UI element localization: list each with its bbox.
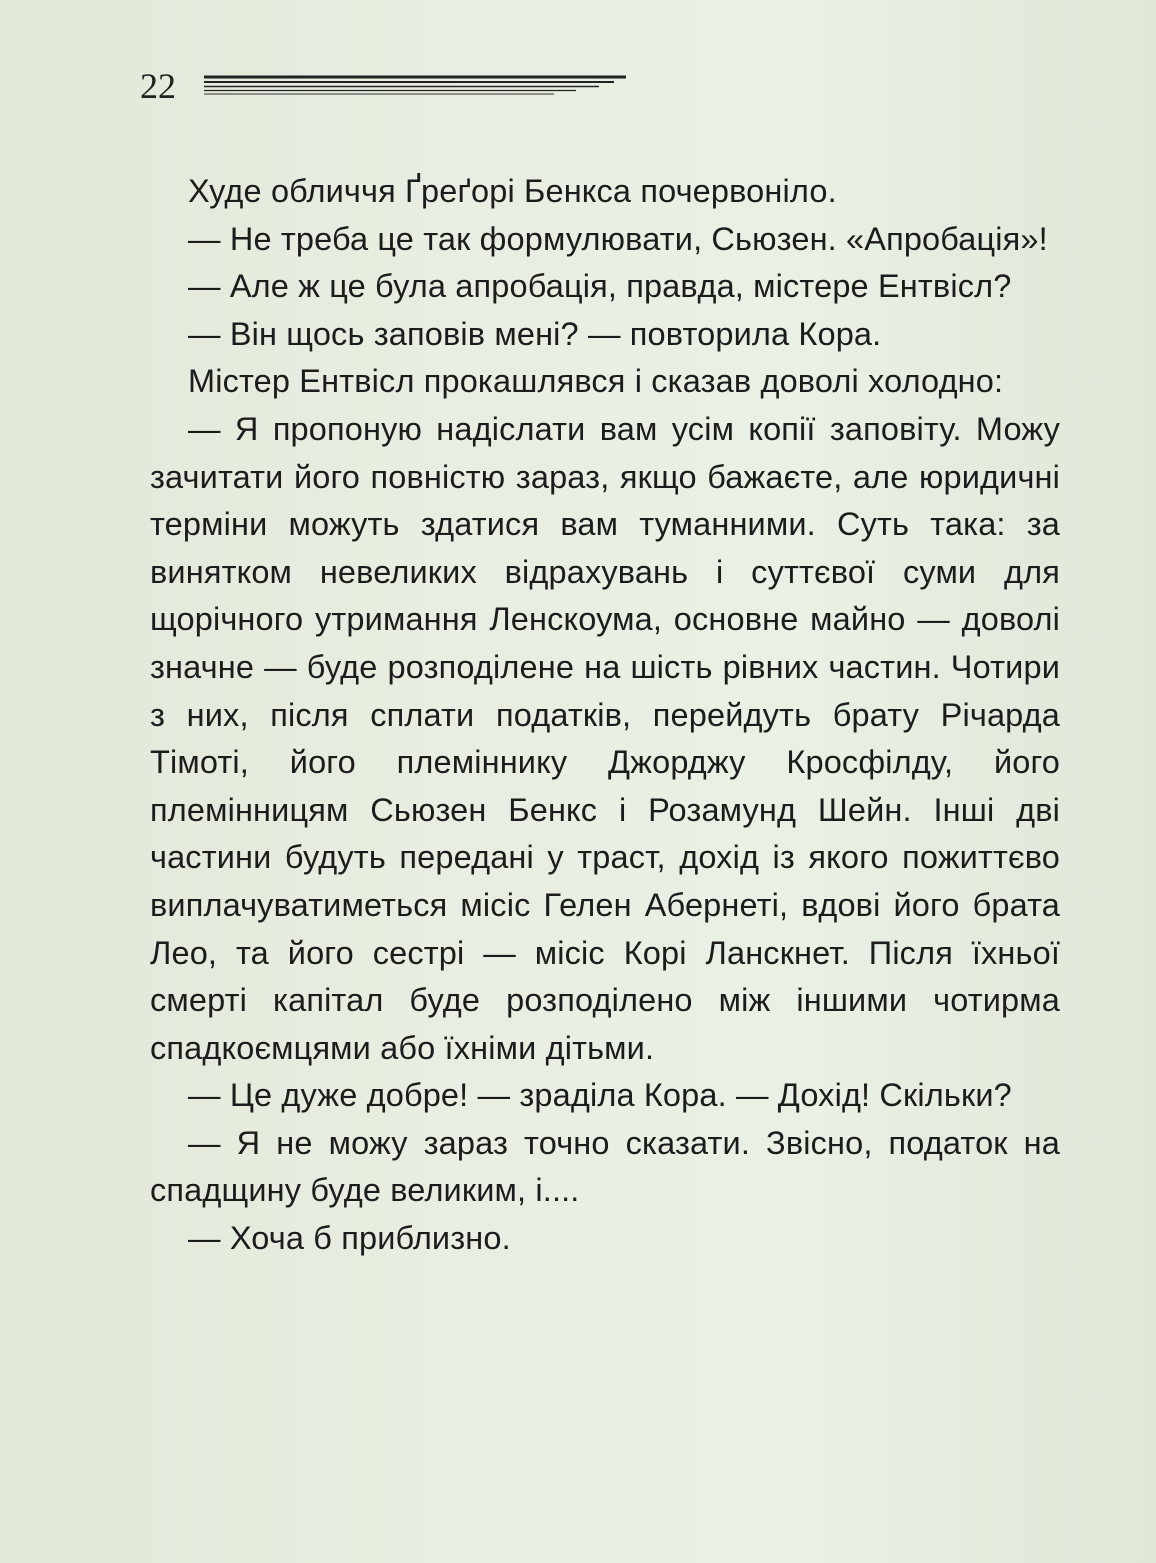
paragraph-8: — Я не можу зараз точно сказати. Звісно, податок на спадщину буде великим, і.... [150,1124,1060,1209]
paragraph-3: — Але ж це була апробація, правда, містере Ентвісл? [188,268,1012,305]
paragraph-9: — Хоча б приблизно. [188,1220,511,1257]
paragraph-6: — Я пропоную надіслати вам усім копії заповіту. Можу зачитати його повністю зараз, якщо бажаєте, але юридичні терміни можуть здатися вам туманними. Суть така: за винятком невеликих відрахувань і суттєвої суми для щорічного утримання Ленскоума, основне майно — доволі значне — буде розподілене на шість рівних частин. Чотири з них, після сплати податків, перейдуть брату Річарда Тімоті, його племіннику Джорджу Кросфілду, його племінницям Сьюзен Бенкс і Розамунд Шейн. Інші дві частини будуть передані у траст, дохід із якого пожиттєво виплачуватиметься місіс Гелен Абернеті, вдові його брата Лео, та його сестрі — місіс Корі Ланскнет. Після їхньої смерті капітал буде розподілено між іншими чотирма спадкоємцями або їхніми дітьми. [150,410,1060,1066]
paragraph-4: — Він щось заповів мені? — повторила Кора. [188,315,882,352]
page-number: 22 [140,66,176,106]
paragraph-7: — Це дуже добре! — зраділа Кора. — Дохід! Скільки? [188,1077,1012,1114]
header-rule [204,74,626,96]
running-header [140,66,640,106]
paragraph-5: Містер Ентвісл прокашлявся і сказав доволі холодно: [188,363,1004,400]
paragraph-1: Худе обличчя Ґреґорі Бенкса почервоніло. [188,173,837,209]
body-text [150,168,1060,1263]
paragraph-2: — Не треба це так формулювати, Сьюзен. «Апробація»! [188,220,1048,257]
